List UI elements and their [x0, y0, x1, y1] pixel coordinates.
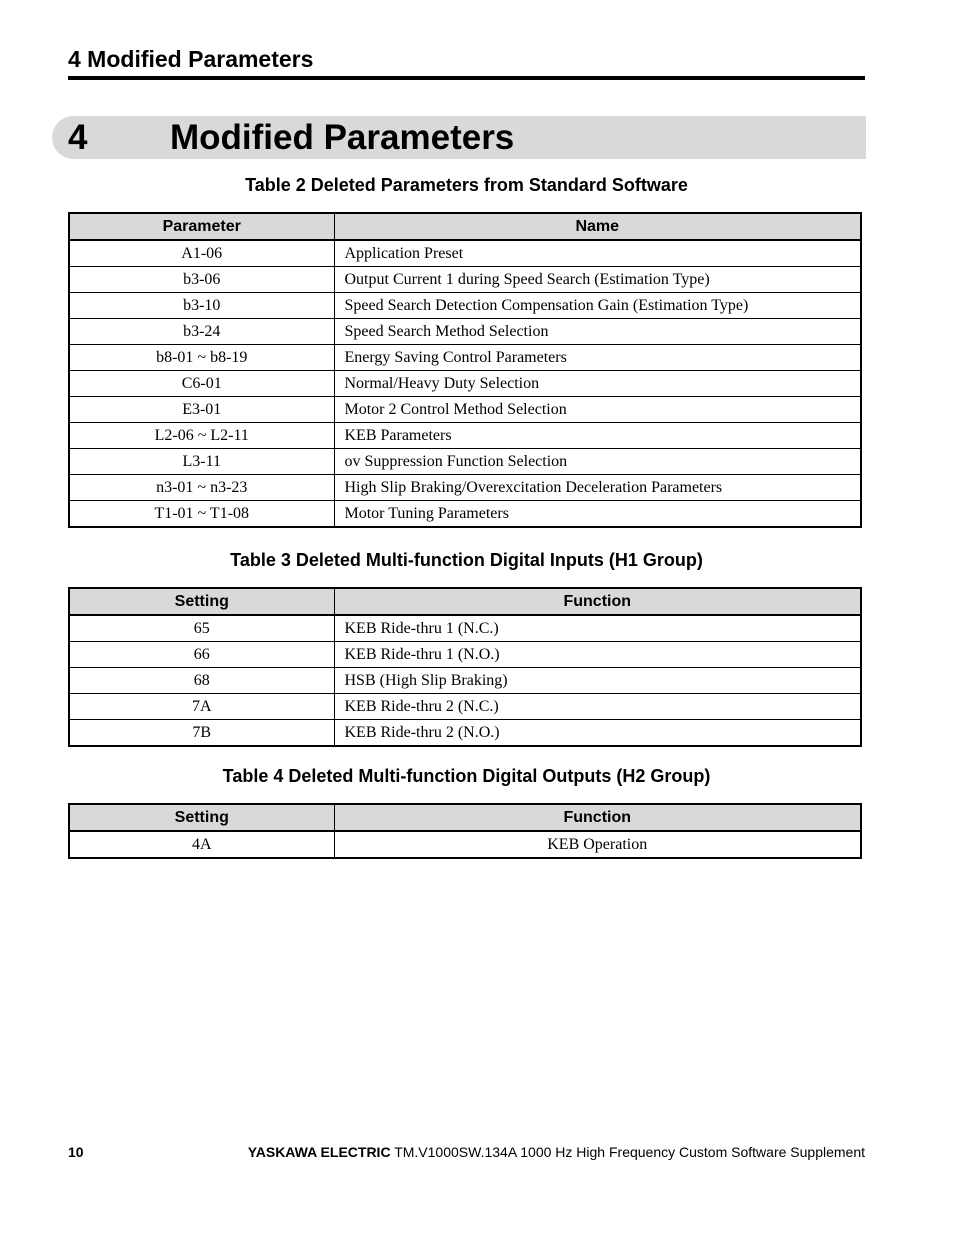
- parameter-cell: b3-24: [69, 319, 334, 345]
- table3-deleted-digital-inputs: [68, 587, 862, 747]
- parameter-cell: b8-01 ~ b8-19: [69, 345, 334, 371]
- table-row: [69, 371, 861, 397]
- setting-cell: 7A: [69, 694, 334, 720]
- table-row: [69, 319, 861, 345]
- table2-caption: Table 2 Deleted Parameters from Standard Software: [245, 175, 688, 195]
- name-cell: Normal/Heavy Duty Selection: [334, 371, 861, 397]
- name-cell: Speed Search Detection Compensation Gain (Estimation Type): [334, 293, 861, 319]
- table-row: [69, 397, 861, 423]
- footer-document-name: TM.V1000SW.134A 1000 Hz High Frequency Custom Software Supplement: [390, 1144, 865, 1160]
- section-title: Modified Parameters: [170, 118, 515, 157]
- function-cell: KEB Ride-thru 2 (N.C.): [334, 694, 861, 720]
- page-number: 10: [68, 1144, 84, 1160]
- setting-cell: 4A: [69, 831, 334, 858]
- section-number: 4: [68, 118, 88, 157]
- function-cell: KEB Ride-thru 2 (N.O.): [334, 720, 861, 747]
- name-cell: Application Preset: [334, 240, 861, 267]
- header-rule: [68, 76, 865, 80]
- column-header-setting: Setting: [69, 804, 334, 831]
- parameter-cell: A1-06: [69, 240, 334, 267]
- setting-cell: 65: [69, 615, 334, 642]
- name-cell: Energy Saving Control Parameters: [334, 345, 861, 371]
- footer-brand: YASKAWA ELECTRIC: [247, 1144, 391, 1160]
- name-cell: Motor 2 Control Method Selection: [334, 397, 861, 423]
- column-header-function: Function: [334, 804, 861, 831]
- setting-cell: 68: [69, 668, 334, 694]
- table-row: [69, 694, 861, 720]
- table-row: [69, 720, 861, 747]
- parameter-cell: n3-01 ~ n3-23: [69, 475, 334, 501]
- setting-cell: 7B: [69, 720, 334, 747]
- table-row: [69, 831, 861, 858]
- table4-caption: Table 4 Deleted Multi-function Digital Outputs (H2 Group): [222, 766, 711, 786]
- column-header-function: Function: [334, 588, 861, 615]
- parameter-cell: T1-01 ~ T1-08: [69, 501, 334, 528]
- parameter-cell: L2-06 ~ L2-11: [69, 423, 334, 449]
- setting-cell: 66: [69, 642, 334, 668]
- table-row: [69, 501, 861, 528]
- table-row: [69, 240, 861, 267]
- function-cell: KEB Operation: [334, 831, 861, 858]
- table-row: [69, 668, 861, 694]
- function-cell: KEB Ride-thru 1 (N.O.): [334, 642, 861, 668]
- table-row: [69, 475, 861, 501]
- table-header-row: [69, 804, 861, 831]
- parameter-cell: b3-06: [69, 267, 334, 293]
- table-row: [69, 267, 861, 293]
- table2-deleted-parameters: [68, 212, 862, 528]
- parameter-cell: C6-01: [69, 371, 334, 397]
- column-header-name: Name: [334, 213, 861, 240]
- table-row: [69, 293, 861, 319]
- name-cell: High Slip Braking/Overexcitation Deceleration Parameters: [334, 475, 861, 501]
- name-cell: Speed Search Method Selection: [334, 319, 861, 345]
- name-cell: Output Current 1 during Speed Search (Estimation Type): [334, 267, 861, 293]
- table3-caption: Table 3 Deleted Multi-function Digital Inputs (H1 Group): [230, 550, 703, 570]
- column-header-setting: Setting: [69, 588, 334, 615]
- running-header-title: 4 Modified Parameters: [68, 46, 314, 72]
- table4-deleted-digital-outputs: [68, 803, 862, 859]
- table-row: [69, 449, 861, 475]
- parameter-cell: L3-11: [69, 449, 334, 475]
- name-cell: Motor Tuning Parameters: [334, 501, 861, 528]
- name-cell: ov Suppression Function Selection: [334, 449, 861, 475]
- table-row: [69, 423, 861, 449]
- table-header-row: [69, 588, 861, 615]
- column-header-parameter: Parameter: [69, 213, 334, 240]
- function-cell: HSB (High Slip Braking): [334, 668, 861, 694]
- table-row: [69, 615, 861, 642]
- name-cell: KEB Parameters: [334, 423, 861, 449]
- table-header-row: [69, 213, 861, 240]
- parameter-cell: E3-01: [69, 397, 334, 423]
- table-row: [69, 345, 861, 371]
- footer-document-title: [248, 1142, 865, 1162]
- function-cell: KEB Ride-thru 1 (N.C.): [334, 615, 861, 642]
- parameter-cell: b3-10: [69, 293, 334, 319]
- table-row: [69, 642, 861, 668]
